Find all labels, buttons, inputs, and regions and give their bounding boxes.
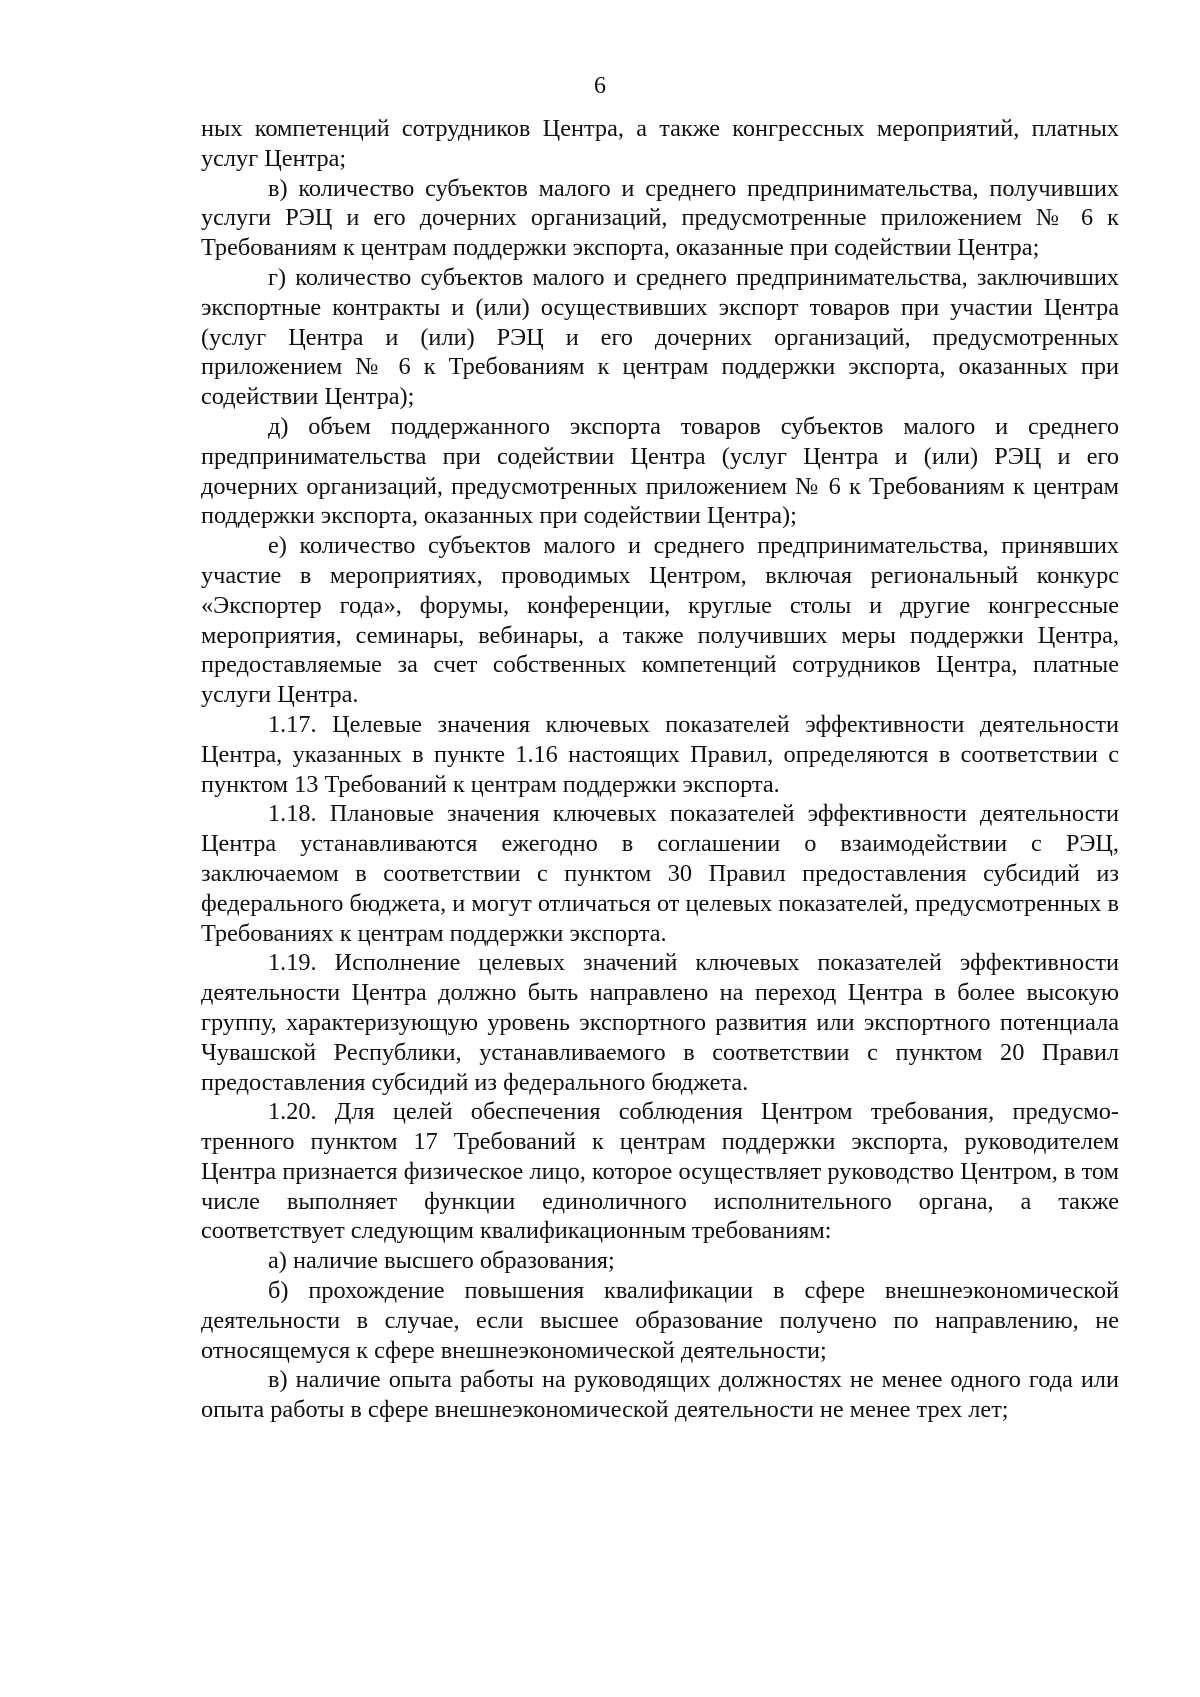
paragraph-item-v: в) количество субъектов малого и среднего предпринимательства, получивших услуги РЭЦ и его дочерних организаций, предусмотренные приложением № 6 к Требованиям к центрам поддержки экспорта, оказанные при содействии Центра; (201, 174, 1119, 262)
paragraph-continuation: ных компетенций сотрудников Центра, а также конгрессных мероприятий, платных услуг Центра; (201, 115, 1119, 172)
paragraph-1-19: 1.19. Исполнение целевых значений ключевых показателей эффективности деятельности Центра должно быть направлено на переход Центра в более высокую группу, характеризующую уровень экспортного развития или экспортного потенциала Чувашской Республики, устанавливаемого в соответствии с пунктом 20 Правил предоставления субсидий из федерального бюджета. (201, 949, 1119, 1096)
paragraph-item-a: а) наличие высшего образования; (268, 1247, 615, 1275)
document-body (201, 114, 1119, 1425)
paragraph-item-b: б) прохождение повышения квалификации в сфере внешнеэкономической деятельности в случае, если высшее образование получено по направлению, не относящемуся к сфере внешнеэкономической деятельности; (201, 1277, 1119, 1364)
paragraph-item-v-experience: в) наличие опыта работы на руководящих должностях не менее одного года или опыта работы в сфере внешнеэкономической деятельности не менее трех лет; (201, 1366, 1119, 1424)
paragraph-1-17: 1.17. Целевые значения ключевых показателей эффективности деятельности Центра, указанных в пункте 1.16 настоящих Правил, определяются в соответствии с пунктом 13 Требований к центрам поддержки экспорта. (201, 710, 1119, 798)
page-number: 6 (594, 73, 606, 99)
paragraph-item-e: е) количество субъектов малого и среднего предпринимательства, принявших участие в мероприятиях, проводимых Центром, включая региональный конкурс «Экспортер года», форумы, конференции, круглые столы и другие конгрессные мероприятия, семинары, вебинары, а также получивших меры поддержки Центра, предоставляемые за счет собственных компетенций сотрудников Центра, платные услуги Центра. (201, 532, 1119, 709)
paragraph-item-g: г) количество субъектов малого и среднего предпринимательства, заключивших экспортные контракты и (или) осуществивших экспорт товаров при участии Центра (услуг Центра и (или) РЭЦ и его дочерних организаций, предусмотренных приложением № 6 к Требованиям к центрам поддержки экспорта, оказанных при содействии Центра); (201, 263, 1119, 411)
paragraph-item-d: д) объем поддержанного экспорта товаров субъектов малого и среднего предпринимательства при содействии Центра (услуг Центра и (или) РЭЦ и его дочерних организаций, предусмотренных приложением № 6 к Требованиям к центрам поддержки экспорта, оказанных при содействии Центра); (201, 412, 1119, 530)
paragraph-1-18: 1.18. Плановые значения ключевых показателей эффективности деятельности Центра устанавливаются ежегодно в соглашении о взаимодействии с РЭЦ, заключаемом в соответствии с пунктом 30 Правил предоставления субсидий из федерального бюджета, и могут отличаться от целевых показателей, предусмотренных в Требованиях к центрам поддержки экспорта. (201, 800, 1119, 947)
paragraph-1-20: 1.20. Для целей обеспечения соблюдения Центром требования, предусмотренного пунктом 17 Требований к центрам поддержки экспорта, руководителем Центра признается физическое лицо, которое осуществляет руководство Центром, в том числе выполняет функции единоличного исполнительного органа, а также соответствует следующим квалификационным требованиям: (201, 1098, 1119, 1245)
